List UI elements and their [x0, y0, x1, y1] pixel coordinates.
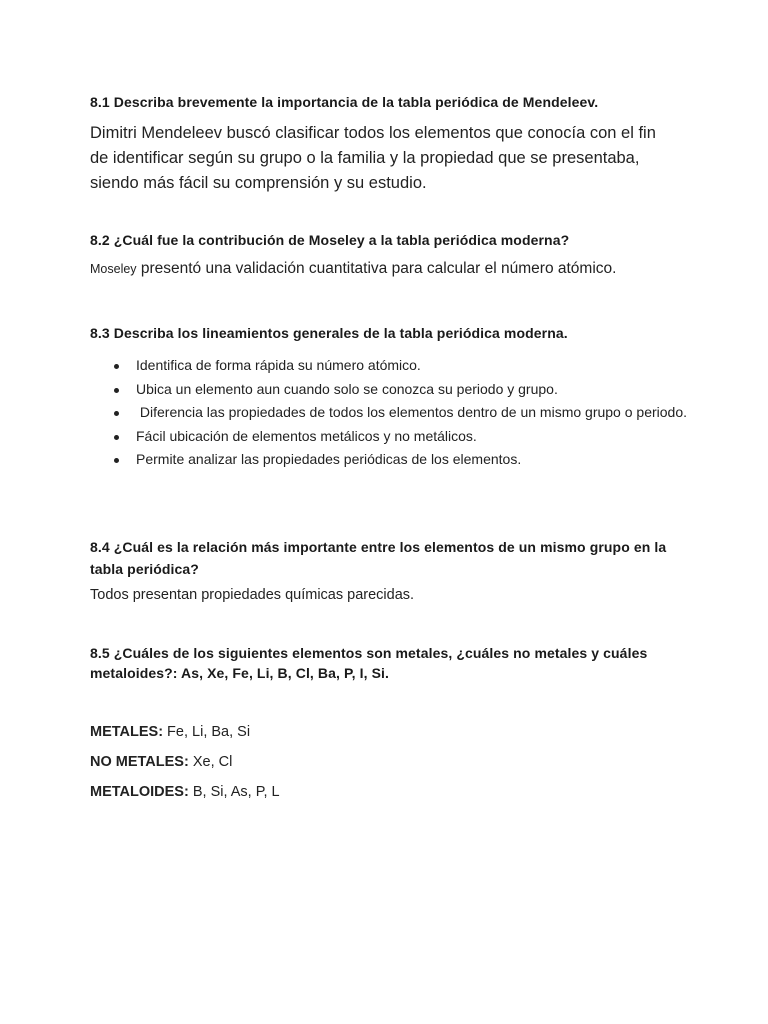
list-item: Identifica de forma rápida su número atómico.: [90, 354, 690, 378]
metales-row: [90, 721, 250, 743]
bullet-icon: [114, 364, 119, 369]
question-8-5: 8.5 ¿Cuáles de los siguientes elementos son metales, ¿cuáles no metales y cuáles metaloides?: As, Xe, Fe, Li, B, Cl, Ba, P, I, Si.: [90, 645, 648, 681]
list-item: Ubica un elemento aun cuando solo se conozca su periodo y grupo.: [90, 378, 690, 402]
bullet-icon: [114, 411, 119, 416]
answer-8-4: Todos presentan propiedades químicas parecidas.: [90, 587, 415, 603]
no-metales-label: NO METALES:: [90, 754, 189, 770]
bullet-icon: [114, 388, 119, 393]
metales-value: Fe, Li, Ba, Si: [163, 724, 251, 740]
list-item: Diferencia las propiedades de todos los elementos dentro de un mismo grupo o periodo.: [90, 401, 690, 425]
list-item: Fácil ubicación de elementos metálicos y no metálicos.: [90, 425, 690, 449]
bullet-icon: [114, 435, 119, 440]
bullet-icon: [114, 458, 119, 463]
metaloides-row: [90, 781, 280, 803]
question-8-3: 8.3 Describa los lineamientos generales de la tabla periódica moderna.: [90, 325, 568, 341]
no-metales-row: [90, 751, 232, 773]
answer-8-1: Dimitri Mendeleev buscó clasificar todos los elementos que conocía con el fin de identificar según su grupo o la familia y la propiedad que se presentaba, siendo más fácil su comprensión y su estudio.: [90, 124, 656, 192]
metaloides-label: METALOIDES:: [90, 784, 189, 800]
question-8-2: 8.2 ¿Cuál fue la contribución de Moseley a la tabla periódica moderna?: [90, 232, 570, 248]
metaloides-value: B, Si, As, P, L: [188, 784, 280, 800]
question-8-1: 8.1 Describa brevemente la importancia de la tabla periódica de Mendeleev.: [90, 94, 599, 110]
no-metales-value: Xe, Cl: [188, 754, 233, 770]
answer-8-2-text: presentó una validación cuantitativa para calcular el número atómico.: [136, 260, 617, 277]
metales-label: METALES:: [90, 724, 164, 740]
answer-8-2: [90, 258, 616, 280]
question-8-4: 8.4 ¿Cuál es la relación más importante entre los elementos de un mismo grupo en la tabla periódica?: [90, 539, 667, 577]
list-item: Permite analizar las propiedades periódicas de los elementos.: [90, 448, 690, 472]
guidelines-list: [90, 354, 690, 472]
answer-8-2-name: Moseley: [90, 262, 137, 276]
